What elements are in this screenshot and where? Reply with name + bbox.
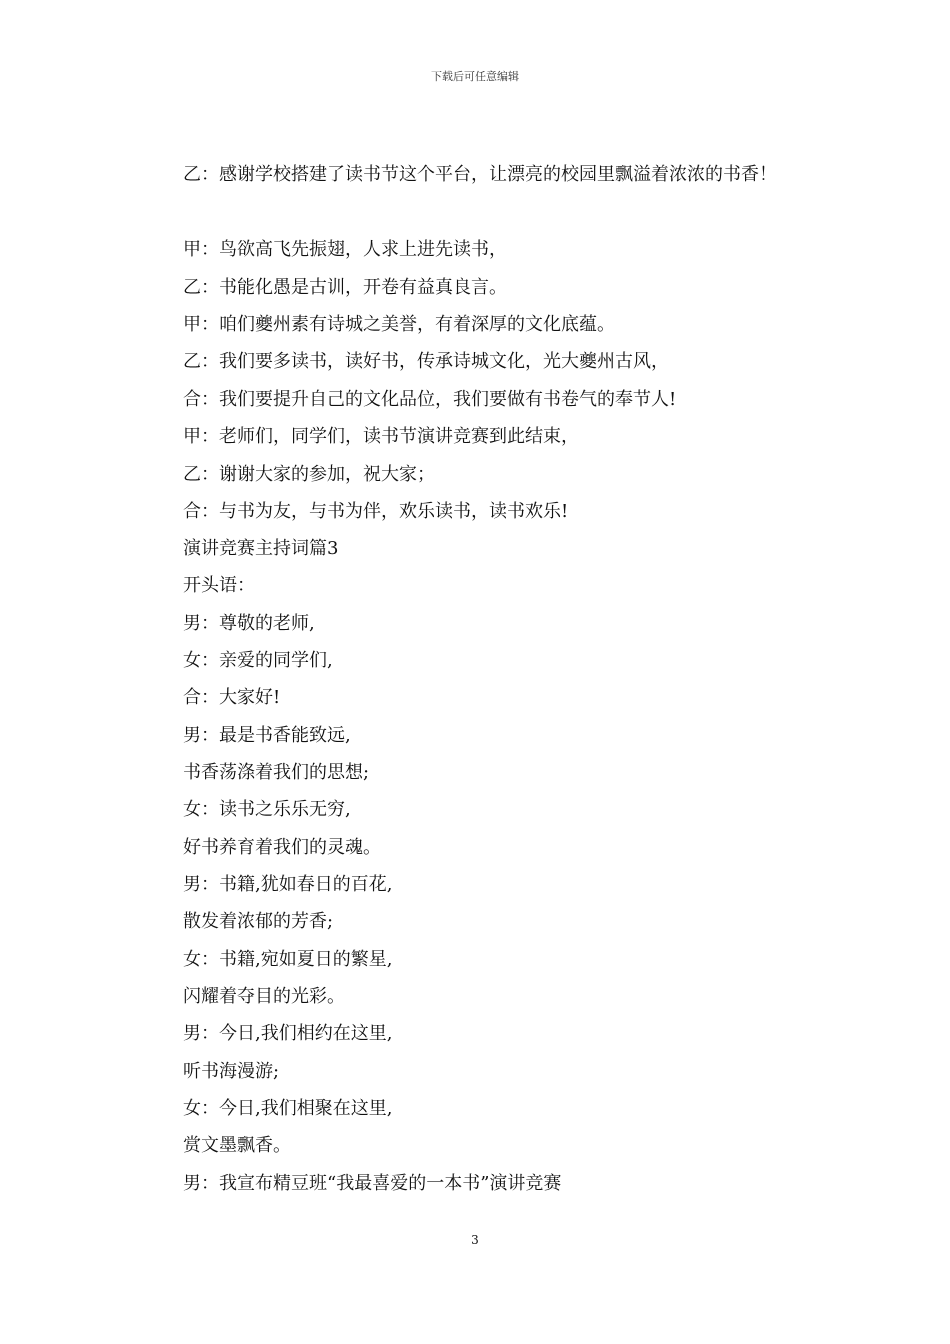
text-line: 甲：老师们，同学们，读书节演讲竞赛到此结束，: [183, 426, 579, 447]
text-line: 乙：书能化愚是古训，开卷有益真良言。: [183, 277, 507, 298]
text-line: 女：今日,我们相聚在这里,: [183, 1098, 393, 1119]
text-line: 好书养育着我们的灵魂。: [183, 837, 381, 858]
text-line: 赏文墨飘香。: [183, 1135, 291, 1156]
page-number: 3: [471, 1233, 479, 1247]
text-line: 散发着浓郁的芳香;: [183, 911, 334, 932]
text-line: 男：今日,我们相约在这里,: [183, 1023, 393, 1044]
text-line: 女：读书之乐乐无穷,: [183, 799, 351, 820]
text-line: 男：尊敬的老师,: [183, 613, 315, 634]
text-line: 女：书籍,宛如夏日的繁星,: [183, 949, 393, 970]
text-line: 合：大家好!: [183, 687, 281, 708]
text-line: 乙：感谢学校搭建了读书节这个平台，让漂亮的校园里飘溢着浓浓的书香！: [183, 164, 777, 185]
section-heading: 演讲竞赛主持词篇3: [183, 538, 339, 559]
text-line: 男：书籍,犹如春日的百花,: [183, 874, 393, 895]
text-line: 合：与书为友，与书为伴，欢乐读书，读书欢乐!: [183, 501, 569, 522]
text-line: 女：亲爱的同学们,: [183, 650, 333, 671]
text-line: 听书海漫游;: [183, 1061, 280, 1082]
text-line: 合：我们要提升自己的文化品位，我们要做有书卷气的奉节人!: [183, 389, 677, 410]
text-line: 男：我宣布精豆班“我最喜爱的一本书”演讲竞赛: [183, 1173, 562, 1194]
text-line: 男：最是书香能致远,: [183, 725, 351, 746]
text-line: 甲：鸟欲高飞先振翅，人求上进先读书，: [183, 239, 507, 260]
text-line: 乙：谢谢大家的参加，祝大家；: [183, 464, 435, 485]
text-line: 开头语：: [183, 575, 255, 596]
text-line: 乙：我们要多读书，读好书，传承诗城文化，光大夔州古风，: [183, 351, 669, 372]
text-line: 书香荡涤着我们的思想;: [183, 762, 370, 783]
text-line: 甲：咱们夔州素有诗城之美誉，有着深厚的文化底蕴。: [183, 314, 615, 335]
page-header: 下载后可任意编辑: [431, 70, 519, 83]
text-line: 闪耀着夺目的光彩。: [183, 986, 345, 1007]
